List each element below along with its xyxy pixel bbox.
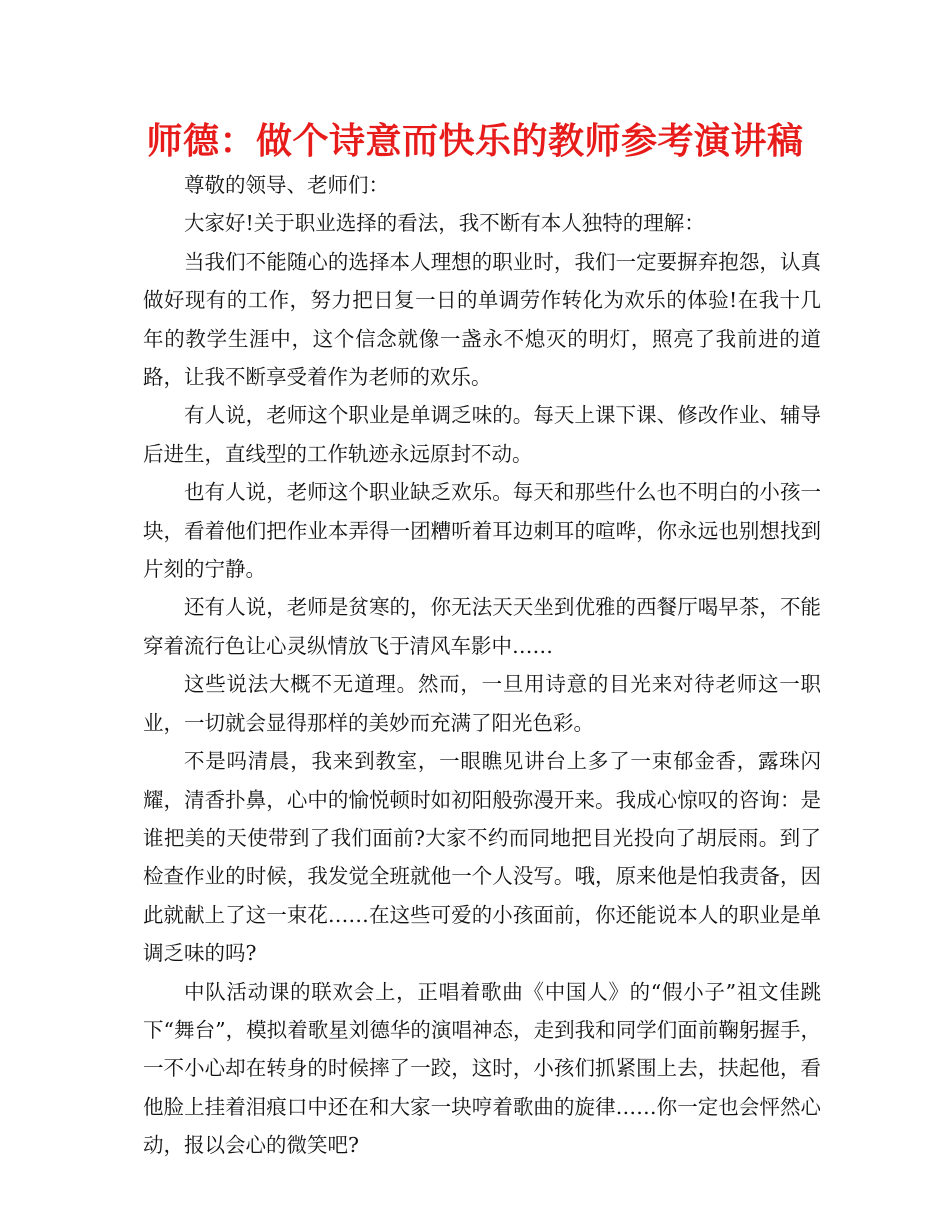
paragraph: 不是吗清晨，我来到教室，一眼瞧见讲台上多了一束郁金香，露珠闪耀，清香扑鼻，心中的愉悦顿时如初阳般弥漫开来。我成心惊叹的咨询：是谁把美的天使带到了我们面前?大家不约而同地把目光投向了胡辰雨。到了检查作业的时候，我发觉全班就他一个人没写。哦，原来他是怕我责备，因此就献上了这一束花……在这些可爱的小孩面前，你还能说本人的职业是单调乏味的吗? xyxy=(143,749,821,966)
document-title: 师德：做个诗意而快乐的教师参考演讲稿 xyxy=(146,121,804,162)
salutation: 尊敬的领导、老师们： xyxy=(184,173,389,197)
paragraph: 当我们不能随心的选择本人理想的职业时，我们一定要摒弃抱怨，认真做好现有的工作，努力把日复一日的单调劳作转化为欢乐的体验!在我十几年的教学生涯中，这个信念就像一盏永不熄灭的明灯，照亮了我前进的道路，让我不断享受着作为老师的欢乐。 xyxy=(143,249,821,390)
document-body xyxy=(143,166,821,1165)
paragraph: 大家好!关于职业选择的看法，我不断有本人独特的理解： xyxy=(184,211,705,236)
paragraph: 这些说法大概不无道理。然而，一旦用诗意的目光来对待老师这一职业，一切就会显得那样的美妙而充满了阳光色彩。 xyxy=(143,672,821,735)
paragraph: 有人说，老师这个职业是单调乏味的。每天上课下课、修改作业、辅导后进生，直线型的工作轨迹永远原封不动。 xyxy=(143,403,821,466)
paragraph: 中队活动课的联欢会上，正唱着歌曲《中国人》的“假小子”祖文佳跳下“舞台”，模拟着歌星刘德华的演唱神态，走到我和同学们面前鞠躬握手，一不小心却在转身的时候摔了一跤，这时，小孩们抓紧围上去，扶起他，看他脸上挂着泪痕口中还在和大家一块哼着歌曲的旋律……你一定也会怦然心动，报以会心的微笑吧? xyxy=(143,979,821,1158)
paragraph: 也有人说，老师这个职业缺乏欢乐。每天和那些什么也不明白的小孩一块，看着他们把作业本弄得一团糟听着耳边刺耳的喧哗，你永远也别想找到片刻的宁静。 xyxy=(143,480,821,582)
paragraph: 还有人说，老师是贫寒的，你无法天天坐到优雅的西餐厅喝早茶，不能穿着流行色让心灵纵情放飞于清风车影中…… xyxy=(143,595,821,658)
